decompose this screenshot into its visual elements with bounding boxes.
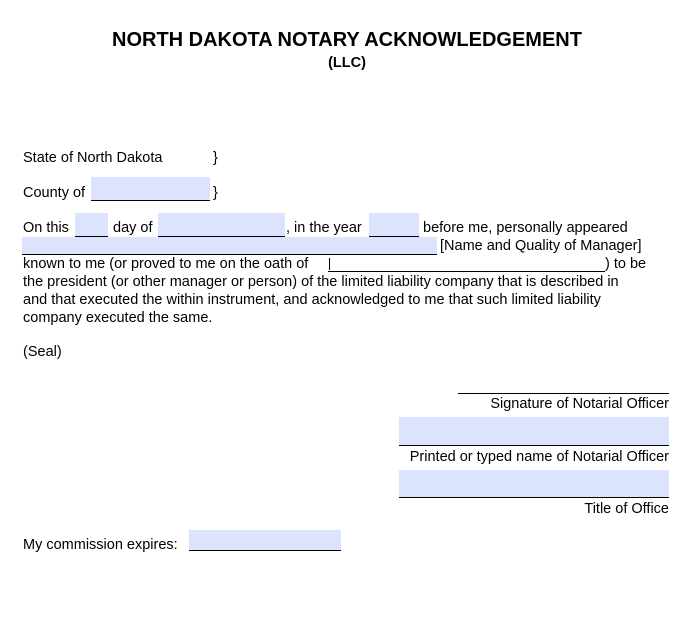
body-line-5: company executed the same. [23,310,213,326]
title-of-office-field[interactable] [399,470,669,497]
title-of-office-label: Title of Office [584,501,669,517]
commission-expires-input[interactable] [189,530,341,551]
body-line-4: and that executed the within instrument, and acknowledged to me that such limited liability [23,292,601,308]
month-input[interactable] [158,213,285,237]
signature-label: Signature of Notarial Officer [490,396,669,412]
day-of-text: day of [113,220,153,236]
county-brace: } [213,185,218,201]
day-field[interactable] [75,213,108,237]
text-cursor [329,258,330,270]
year-input[interactable] [369,213,419,237]
oath-name-input[interactable] [328,256,605,272]
oath-name-underline [328,271,605,272]
manager-name-underline [22,254,437,255]
manager-name-input[interactable] [22,237,437,255]
on-this-text: On this [23,220,69,236]
state-label: State of North Dakota [23,150,163,166]
to-be-text: ) to be [605,256,647,272]
month-field[interactable] [158,213,285,237]
before-me-text: before me, personally appeared [423,220,628,236]
document-subtitle: (LLC) [328,55,366,71]
title-of-office-underline [399,497,669,498]
commission-underline [189,550,341,551]
seal-label: (Seal) [23,344,62,360]
printed-name-field[interactable] [399,417,669,445]
oath-name-field[interactable] [328,256,605,272]
body-line-3: the president (or other manager or person) of the limited liability company that is described in [23,274,619,290]
state-brace: } [213,150,218,166]
printed-name-label: Printed or typed name of Notarial Officer [409,449,669,465]
printed-name-input[interactable] [399,417,669,445]
commission-expires-field[interactable] [189,530,341,551]
in-the-year-text: , in the year [286,220,362,236]
county-label: County of [23,185,86,201]
printed-name-underline [399,445,669,446]
day-input[interactable] [75,213,108,237]
county-underline [91,200,210,201]
document-title: NORTH DAKOTA NOTARY ACKNOWLEDGEMENT [112,29,582,51]
county-input[interactable] [91,177,210,201]
county-field[interactable] [91,177,210,201]
title-of-office-input[interactable] [399,470,669,497]
manager-name-field[interactable] [22,237,437,255]
year-field[interactable] [369,213,419,237]
known-to-me-text: known to me (or proved to me on the oath of [23,256,309,272]
commission-label: My commission expires: [23,537,178,553]
signature-line [458,393,669,394]
manager-hint-text: [Name and Quality of Manager] [440,238,642,254]
